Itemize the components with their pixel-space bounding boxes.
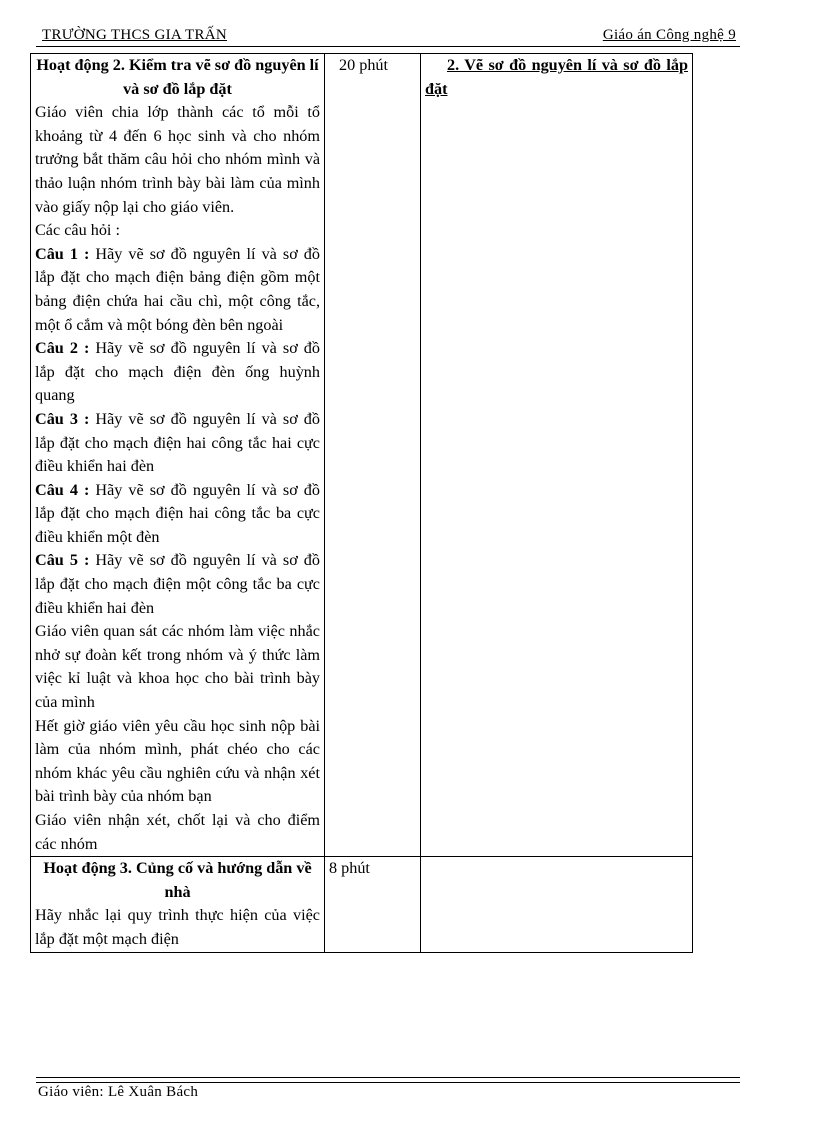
table-row-activity-3 <box>31 857 693 952</box>
question-1 <box>35 243 320 337</box>
question-label: Câu 4 : <box>35 480 90 499</box>
question-text: Hãy vẽ sơ đồ nguyên lí và sơ đồ lắp đặt cho mạch điện hai công tắc ba cực điều khiển một đèn <box>35 480 320 546</box>
question-3 <box>35 408 320 479</box>
page-header <box>36 26 740 47</box>
lesson-plan-table <box>30 53 693 953</box>
activity-3-title: Hoạt động 3. Củng cố và hướng dẫn về nhà <box>43 859 312 901</box>
activity-2-title: Hoạt động 2. Kiểm tra vẽ sơ đồ nguyên lí và sơ đồ lắp đặt <box>36 56 319 98</box>
activity-2-conclude: Giáo viên nhận xét, chốt lại và cho điểm các nhóm <box>35 811 320 853</box>
question-2 <box>35 337 320 408</box>
activity-3-content-cell <box>421 857 693 952</box>
question-label: Câu 2 : <box>35 339 90 358</box>
questions-heading: Các câu hỏi : <box>35 221 120 240</box>
question-text: Hãy vẽ sơ đồ nguyên lí và sơ đồ lắp đặt cho mạch điện đèn ống huỳnh quang <box>35 339 320 405</box>
school-name: TRƯỜNG THCS GIA TRẤN <box>42 27 228 43</box>
question-label: Câu 3 : <box>35 409 90 428</box>
table-row-activity-2 <box>31 54 693 857</box>
footer-divider <box>36 1077 740 1083</box>
activity-2-content <box>425 54 688 101</box>
question-4 <box>35 479 320 550</box>
question-text: Hãy vẽ sơ đồ nguyên lí và sơ đồ lắp đặt cho mạch điện hai công tắc hai cực điều khiển hai đèn <box>35 409 320 476</box>
question-label: Câu 1 : <box>35 244 90 263</box>
question-text: Hãy vẽ sơ đồ nguyên lí và sơ đồ lắp đặt cho mạch điện bảng điện gồm một bảng điện chứa hai cầu chì, một công tắc, một ổ cắm và một bóng đèn bên ngoài <box>35 244 320 334</box>
activity-3-cell <box>31 857 325 952</box>
activity-2-time: 20 phút <box>325 54 421 857</box>
activity-2-intro: Giáo viên chia lớp thành các tổ mỗi tổ khoảng từ 4 đến 6 học sinh và cho nhóm trưởng bắt thăm câu hỏi cho nhóm mình và thảo luận nhóm trình bày bài làm của mình vào giấy nộp lại cho giáo viên. <box>35 103 320 216</box>
teacher-name: Giáo viên: Lê Xuân Bách <box>38 1084 199 1100</box>
activity-3-text: Hãy nhắc lại quy trình thực hiện của việc lắp đặt một mạch điện <box>35 906 320 948</box>
subject-title: Giáo án Công nghệ 9 <box>602 27 736 43</box>
activity-2-observe: Giáo viên quan sát các nhóm làm việc nhắc nhở sự đoàn kết trong nhóm và ý thức làm việc kỉ luật và khoa học cho bài trình bày của mình <box>35 622 320 712</box>
question-text: Hãy vẽ sơ đồ nguyên lí và sơ đồ lắp đặt cho mạch điện một công tắc ba cực điều khiển hai đèn <box>35 551 320 617</box>
activity-2-content-text: 2. Vẽ sơ đồ nguyên lí và sơ đồ lắp đặt <box>425 56 688 98</box>
question-label: Câu 5 : <box>35 551 90 570</box>
activity-3-time: 8 phút <box>325 857 421 952</box>
question-5 <box>35 549 320 620</box>
activity-2-collect: Hết giờ giáo viên yêu cầu học sinh nộp bài làm của nhóm mình, phát chéo cho các nhóm khác yêu cầu nghiên cứu và nhận xét bài trình bày của nhóm bạn <box>35 716 320 806</box>
activity-2-content-cell <box>421 54 693 857</box>
activity-2-cell <box>31 54 325 857</box>
